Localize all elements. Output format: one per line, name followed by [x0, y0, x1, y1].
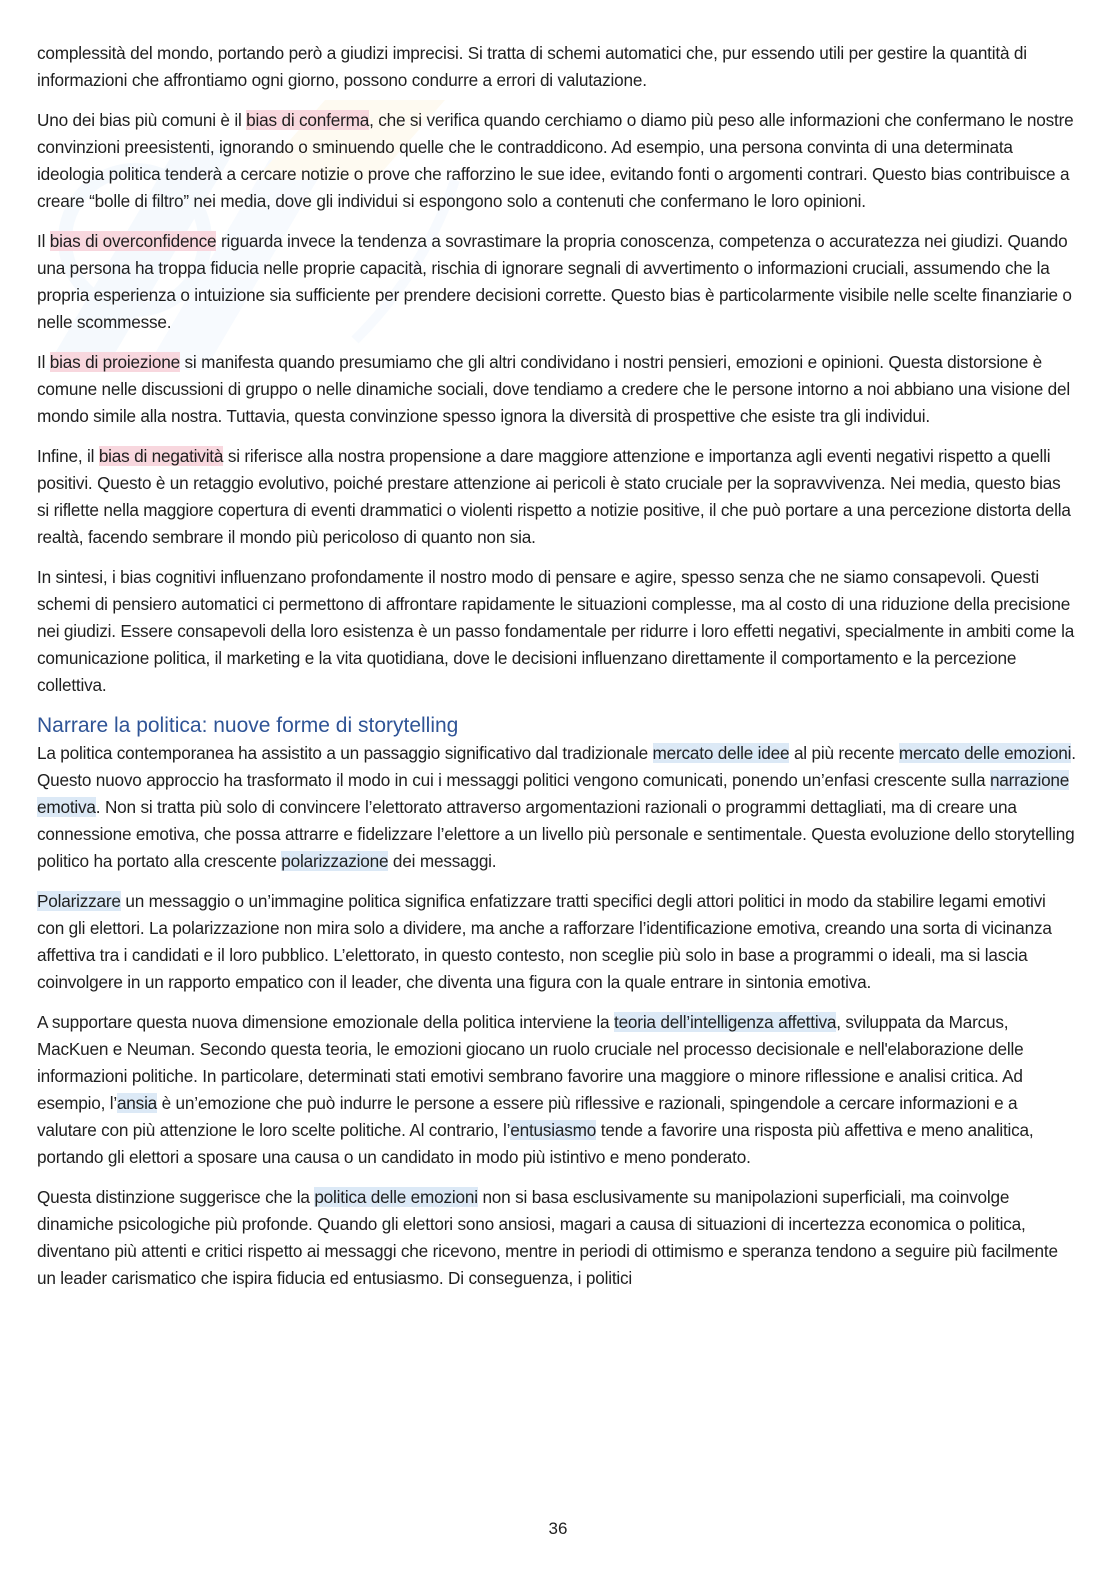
- highlighted-term: ansia: [116, 1093, 158, 1113]
- paragraph-intelligenza-affettiva: [37, 1009, 1077, 1171]
- paragraph-text: Il: [37, 231, 50, 251]
- paragraph-polarizzare: [37, 888, 1077, 996]
- paragraph-intro-continued: [37, 40, 1077, 94]
- paragraph-text: Il: [37, 352, 50, 372]
- page-number: 36: [548, 1519, 568, 1538]
- highlighted-term: Polarizzare: [37, 891, 121, 911]
- paragraph-text: In sintesi, i bias cognitivi influenzano profondamente il nostro modo di pensare e agire, spesso senza che ne siamo consapevoli. Questi schemi di pensiero automatici ci permettono di affrontare rapidamente le situazioni complesse, ma al costo di una riduzione della precisione nei giudizi. Essere consapevoli della loro esistenza è un passo fondamentale per ridurre i loro effetti negativi, specialmente in ambiti come la comunicazione politica, il marketing e la vita quotidiana, dove le decisioni influenzano direttamente il comportamento e la percezione collettiva.: [37, 567, 1075, 695]
- paragraph-text: al più recente: [789, 743, 899, 763]
- paragraph-bias-di-negativita: [37, 443, 1077, 551]
- paragraph-text: . Questo nuovo approccio ha trasformato il modo in cui i messaggi politici vengono comunicati, ponendo un’enfasi crescente sulla: [37, 743, 1076, 790]
- highlighted-term: bias di conferma: [246, 110, 370, 130]
- paragraph-text: un messaggio o un’immagine politica significa enfatizzare tratti specifici degli attori politici in modo da stabilire legami emotivi con gli elettori. La polarizzazione non mira solo a dividere, ma anche a rafforzare l’identificazione emotiva, creando una sorta di vicinanza affettiva tra i candidati e il loro pubblico. L’elettorato, in questo contesto, non sceglie più solo in base a programmi o ideali, ma si lascia coinvolgere in un rapporto empatico con il leader, che diventa una figura con la quale entrare in sintonia emotiva.: [37, 891, 1052, 992]
- paragraph-text: La politica contemporanea ha assistito a un passaggio significativo dal tradizionale: [37, 743, 653, 763]
- document-page: [37, 40, 1077, 1305]
- paragraph-text: , che si verifica quando cerchiamo o diamo più peso alle informazioni che confermano le nostre convinzioni preesistenti, ignorando o sminuendo quelle che le contraddicono. Ad esempio, una persona convinta di una determinata ideologia politica tenderà a cercare notizie o prove che rafforzino le sue idee, evitando fonti o argomenti contrari. Questo bias contribuisce a creare “bolle di filtro” nei media, dove gli individui si espongono solo a contenuti che confermano le loro opinioni.: [37, 110, 1074, 211]
- paragraph-text: non si basa esclusivamente su manipolazioni superficiali, ma coinvolge dinamiche psicologiche più profonde. Quando gli elettori sono ansiosi, magari a causa di situazioni di incertezza economica o politica, diventano più attenti e critici rispetto ai messaggi che ricevono, mentre in periodi di ottimismo e speranza tendono a seguire più facilmente un leader carismatico che ispira fiducia ed entusiasmo. Di conseguenza, i politici: [37, 1187, 1058, 1288]
- paragraph-text: è un’emozione che può indurre le persone a essere più riflessive e razionali, spingendole a cercare informazioni e a valutare con più attenzione le loro scelte politiche. Al contrario, l’: [37, 1093, 1018, 1140]
- paragraph-bias-di-proiezione: [37, 349, 1077, 430]
- paragraph-text: si riferisce alla nostra propensione a dare maggiore attenzione e importanza agli eventi negativi rispetto a quelli positivi. Questo è un retaggio evolutivo, poiché prestare attenzione ai pericoli è stato cruciale per la sopravvivenza. Nei media, questo bias si riflette nella maggiore copertura di eventi drammatici o violenti rispetto a notizie positive, il che può portare a una percezione distorta della realtà, facendo sembrare il mondo più pericoloso di quanto non sia.: [37, 446, 1071, 547]
- highlighted-term: mercato delle idee: [652, 743, 790, 763]
- paragraph-sintesi: [37, 564, 1077, 699]
- paragraph-text: . Non si tratta più solo di convincere l’elettorato attraverso argomentazioni razionali o programmi dettagliati, ma di creare una connessione emotiva, che possa attrarre e fidelizzare l’elettore a un livello più personale e sentimentale. Questa evoluzione dello storytelling politico ha portato alla crescente: [37, 797, 1075, 871]
- paragraph-text: Uno dei bias più comuni è il: [37, 110, 247, 130]
- paragraph-text: si manifesta quando presumiamo che gli altri condividano i nostri pensieri, emozioni e opinioni. Questa distorsione è comune nelle discussioni di gruppo o nelle dinamiche sociali, dove tendiamo a credere che le persone intorno a noi abbiano una visione del mondo simile alla nostra. Tuttavia, questa convinzione spesso ignora la diversità di prospettive che esiste tra gli individui.: [37, 352, 1070, 426]
- highlighted-term: politica delle emozioni: [314, 1187, 478, 1207]
- highlighted-term: polarizzazione: [281, 851, 389, 871]
- highlighted-term: bias di overconfidence: [49, 231, 217, 251]
- highlighted-term: narrazione emotiva: [37, 770, 1070, 817]
- highlighted-term: teoria dell’intelligenza affettiva: [614, 1012, 837, 1032]
- paragraph-text: tende a favorire una risposta più affettiva e meno analitica, portando gli elettori a sposare una causa o un candidato in modo più istintivo e meno ponderato.: [37, 1120, 1034, 1167]
- section-heading: Narrare la politica: nuove forme di storytelling: [37, 714, 459, 737]
- paragraph-text: , sviluppata da Marcus, MacKuen e Neuman. Secondo questa teoria, le emozioni giocano un ruolo cruciale nel processo decisionale e nell'elaborazione delle informazioni politiche. In particolare, determinati stati emotivi sembrano favorire una maggiore o minore riflessione e analisi critica. Ad esempio, l’: [37, 1012, 1024, 1113]
- paragraph-politica-delle-emozioni: [37, 1184, 1077, 1292]
- highlighted-term: bias di proiezione: [49, 352, 180, 372]
- paragraph-text: A supportare questa nuova dimensione emozionale della politica interviene la: [37, 1012, 614, 1032]
- paragraph-text: Infine, il: [37, 446, 99, 466]
- highlighted-term: bias di negatività: [98, 446, 224, 466]
- paragraph-text: complessità del mondo, portando però a giudizi imprecisi. Si tratta di schemi automatici che, pur essendo utili per gestire la quantità di informazioni che affrontiamo ogni giorno, possono condurre a errori di valutazione.: [37, 43, 1027, 90]
- highlighted-term: mercato delle emozioni: [898, 743, 1072, 763]
- paragraph-text: riguarda invece la tendenza a sovrastimare la propria conoscenza, competenza o accuratezza nei giudizi. Quando una persona ha troppa fiducia nelle proprie capacità, rischia di ignorare segnali di avvertimento o informazioni cruciali, assumendo che la propria esperienza o intuizione sia sufficiente per prendere decisioni corrette. Questo bias è particolarmente visibile nelle scelte finanziarie o nelle scommesse.: [37, 231, 1072, 332]
- paragraph-narrare-politica: [37, 740, 1077, 875]
- paragraph-bias-di-conferma: [37, 107, 1077, 215]
- highlighted-term: entusiasmo: [510, 1120, 597, 1140]
- paragraph-bias-di-overconfidence: [37, 228, 1077, 336]
- paragraph-text: Questa distinzione suggerisce che la: [37, 1187, 315, 1207]
- paragraph-text: dei messaggi.: [388, 851, 497, 871]
